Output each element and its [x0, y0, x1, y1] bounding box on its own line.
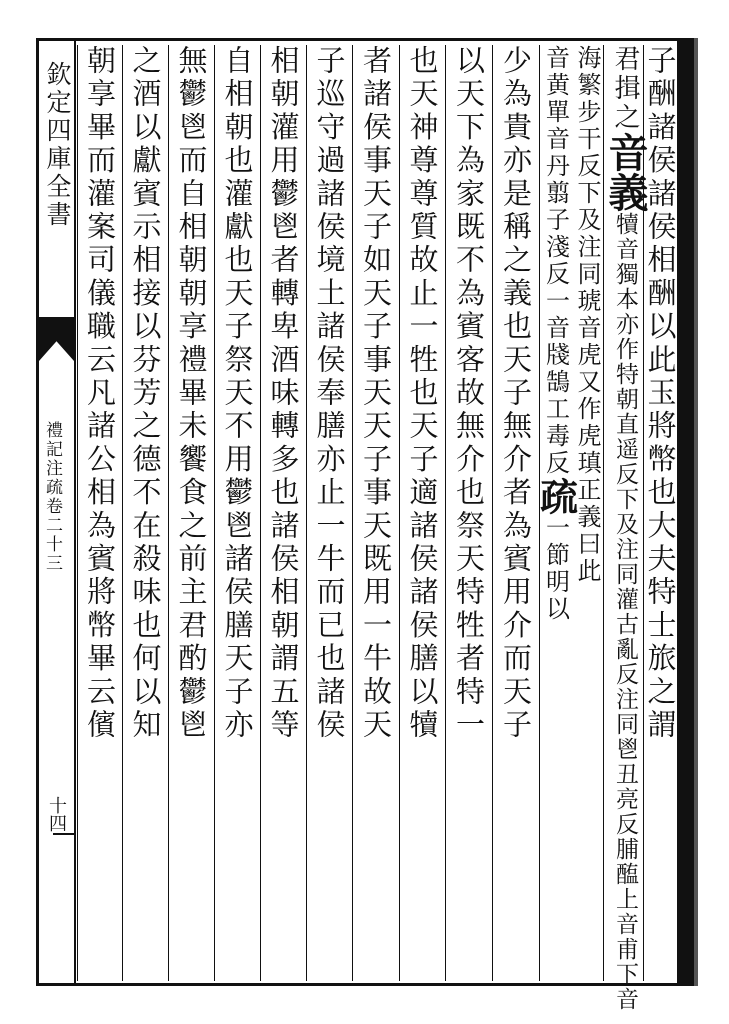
text-column-8: 自相朝也灌獻也天子祭天不用鬱鬯諸侯膳天子亦 [214, 45, 260, 981]
book-title: 欽定四庫全書 [43, 61, 72, 229]
yinyi-marker: 音義 [602, 132, 649, 212]
right-border-rule [680, 38, 694, 986]
right-border-edge [694, 38, 698, 986]
text-column-7: 相朝灌用鬱鬯者轉卑酒味轉多也諸侯相朝謂五等 [260, 45, 306, 981]
text-column-10: 之酒以獻賓示相接以芬芳之德不在殺味也何以知 [122, 45, 168, 981]
margin-strip [39, 41, 76, 983]
shu-marker: 疏 [533, 477, 579, 515]
fishtail-mark-icon [39, 317, 74, 361]
page-number: 十四 [46, 796, 67, 832]
volume-title: 禮記注疏卷二十三 [42, 421, 62, 573]
text-column-9: 無鬱鬯而自相朝朝享禮畢未饗食之前主君酌鬱鬯 [168, 45, 214, 981]
page-number-rule [53, 833, 75, 835]
text-column-4: 也天神尊尊質故止一牲也天子適諸侯諸侯膳以犢 [399, 45, 445, 981]
text-column-3: 以天下為家既不為賓客故無介也祭天特牲者特一 [445, 45, 492, 981]
text-column-6: 子巡守過諸侯境土諸侯奉膳亦止一牛而已也諸侯 [306, 45, 352, 981]
text-column-5: 者諸侯事天子如天子事天天子事天既用一牛故天 [352, 45, 399, 981]
text-column-heading: 君揖之 音義 犢音獨本亦作特朝直遥反下及注同灌 古亂反注同鬯丑亮反脯醢上音甫下音 [602, 45, 649, 1012]
annotation-subcolumn-right: 海繁步干反下及注同琥音虎又作虎瑱 正義曰此 [573, 45, 601, 585]
annotation-subcolumn-left: 音黄單音丹翦子淺反一音牋鵠工毒反 疏 一節明以 [539, 45, 571, 981]
page-frame [36, 38, 680, 1012]
text-column-2: 少為貴亦是稱之義也天子無介者為賓用介而天子 [492, 45, 539, 981]
text-column-1: 子酬諸侯諸侯相酬以此玉將幣也大夫特士旅之謂 [643, 45, 677, 981]
text-column-11: 朝享畢而灌案司儀職云凡諸公相為賓將幣畢云儐 [77, 45, 122, 981]
